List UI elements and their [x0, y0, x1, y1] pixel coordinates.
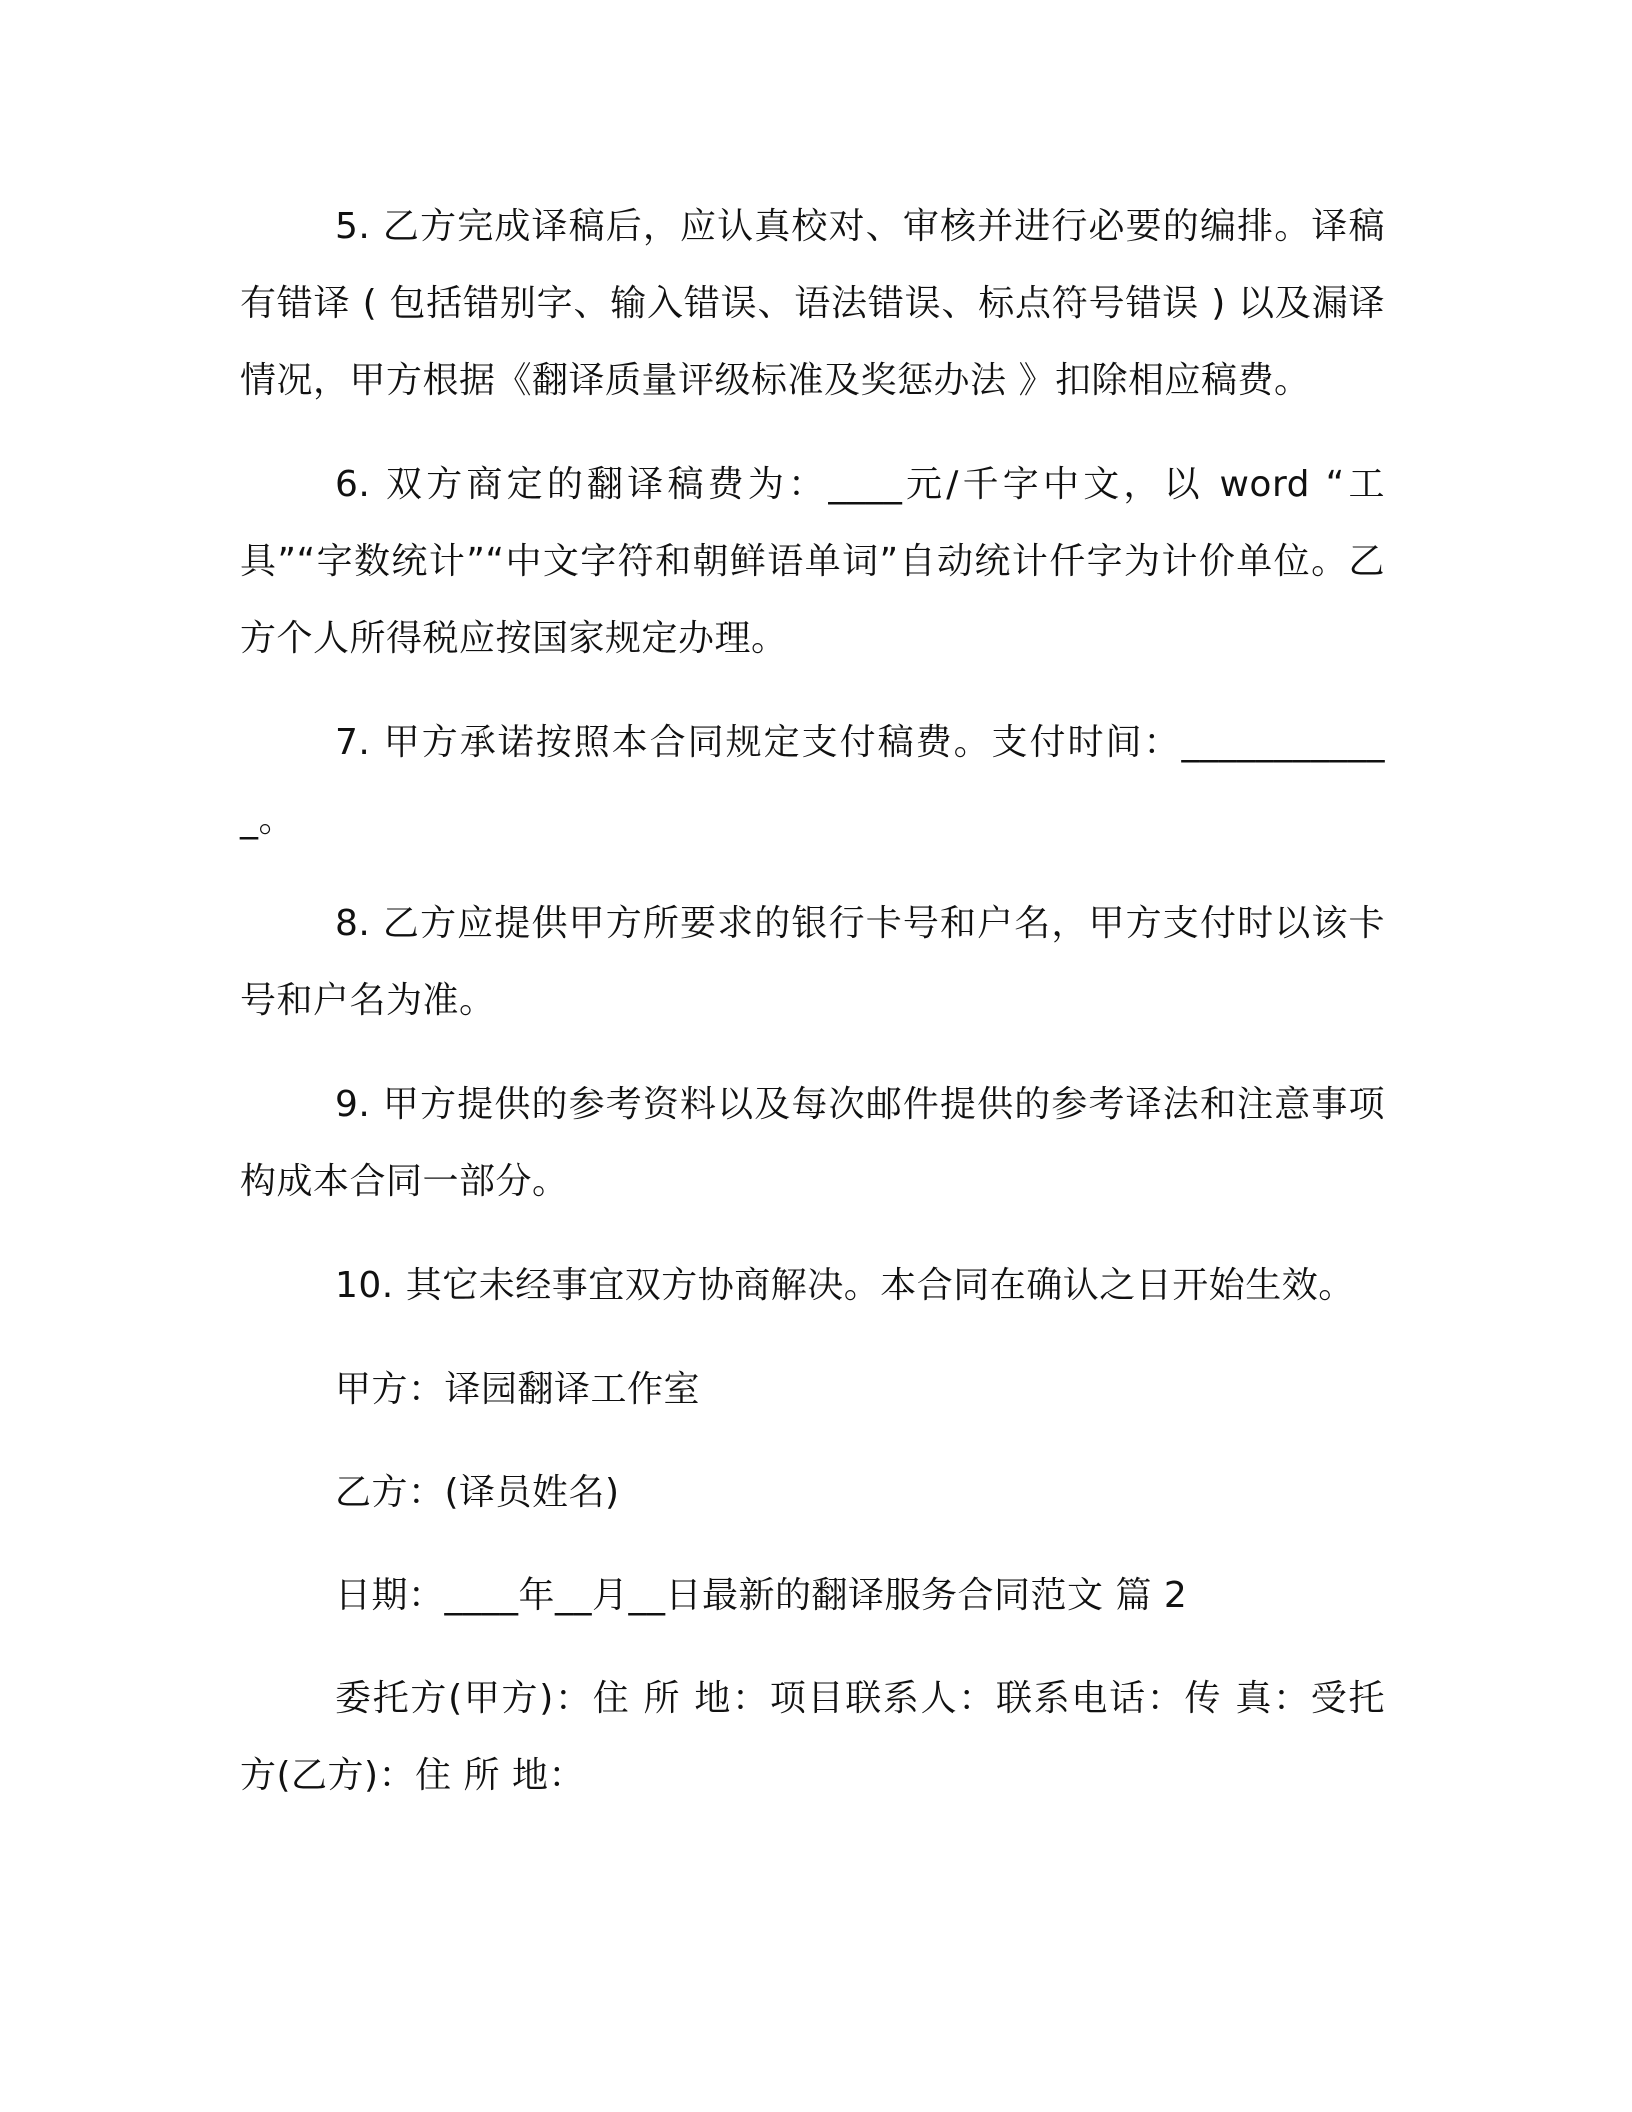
clause-8: 8. 乙方应提供甲方所要求的银行卡号和户名，甲方支付时以该卡号和户名为准。: [240, 903, 1385, 1021]
party-b-line: 乙方：(译员姓名): [335, 1472, 620, 1513]
clause-7: 7. 甲方承诺按照本合同规定支付稿费。支付时间：____________。: [240, 722, 1385, 840]
party-a-line: 甲方：译园翻译工作室: [335, 1369, 701, 1410]
clause-10: 10. 其它未经事宜双方协商解决。本合同在确认之日开始生效。: [335, 1265, 1355, 1306]
clause-6: 6. 双方商定的翻译稿费为：____元/千字中文，以 word “工具”“字数统计”“中文字符和朝鲜语单词”自动统计仟字为计价单位。乙方个人所得税应按国家规定办理。: [240, 464, 1385, 659]
clause-5: 5. 乙方完成译稿后，应认真校对、审核并进行必要的编排。译稿有错译 ( 包括错别字、输入错误、语法错误、标点符号错误 ) 以及漏译情况，甲方根据《翻译质量评级标准及奖惩办法 》扣除相应稿费。: [240, 206, 1385, 401]
document-body: [240, 188, 1385, 1814]
principal-agent-line: 委托方(甲方)：住 所 地：项目联系人：联系电话：传 真：受托方(乙方)：住 所 地：: [240, 1678, 1385, 1796]
date-line: 日期：____年__月__日最新的翻译服务合同范文 篇 2: [335, 1575, 1188, 1616]
clause-9: 9. 甲方提供的参考资料以及每次邮件提供的参考译法和注意事项构成本合同一部分。: [240, 1084, 1385, 1202]
